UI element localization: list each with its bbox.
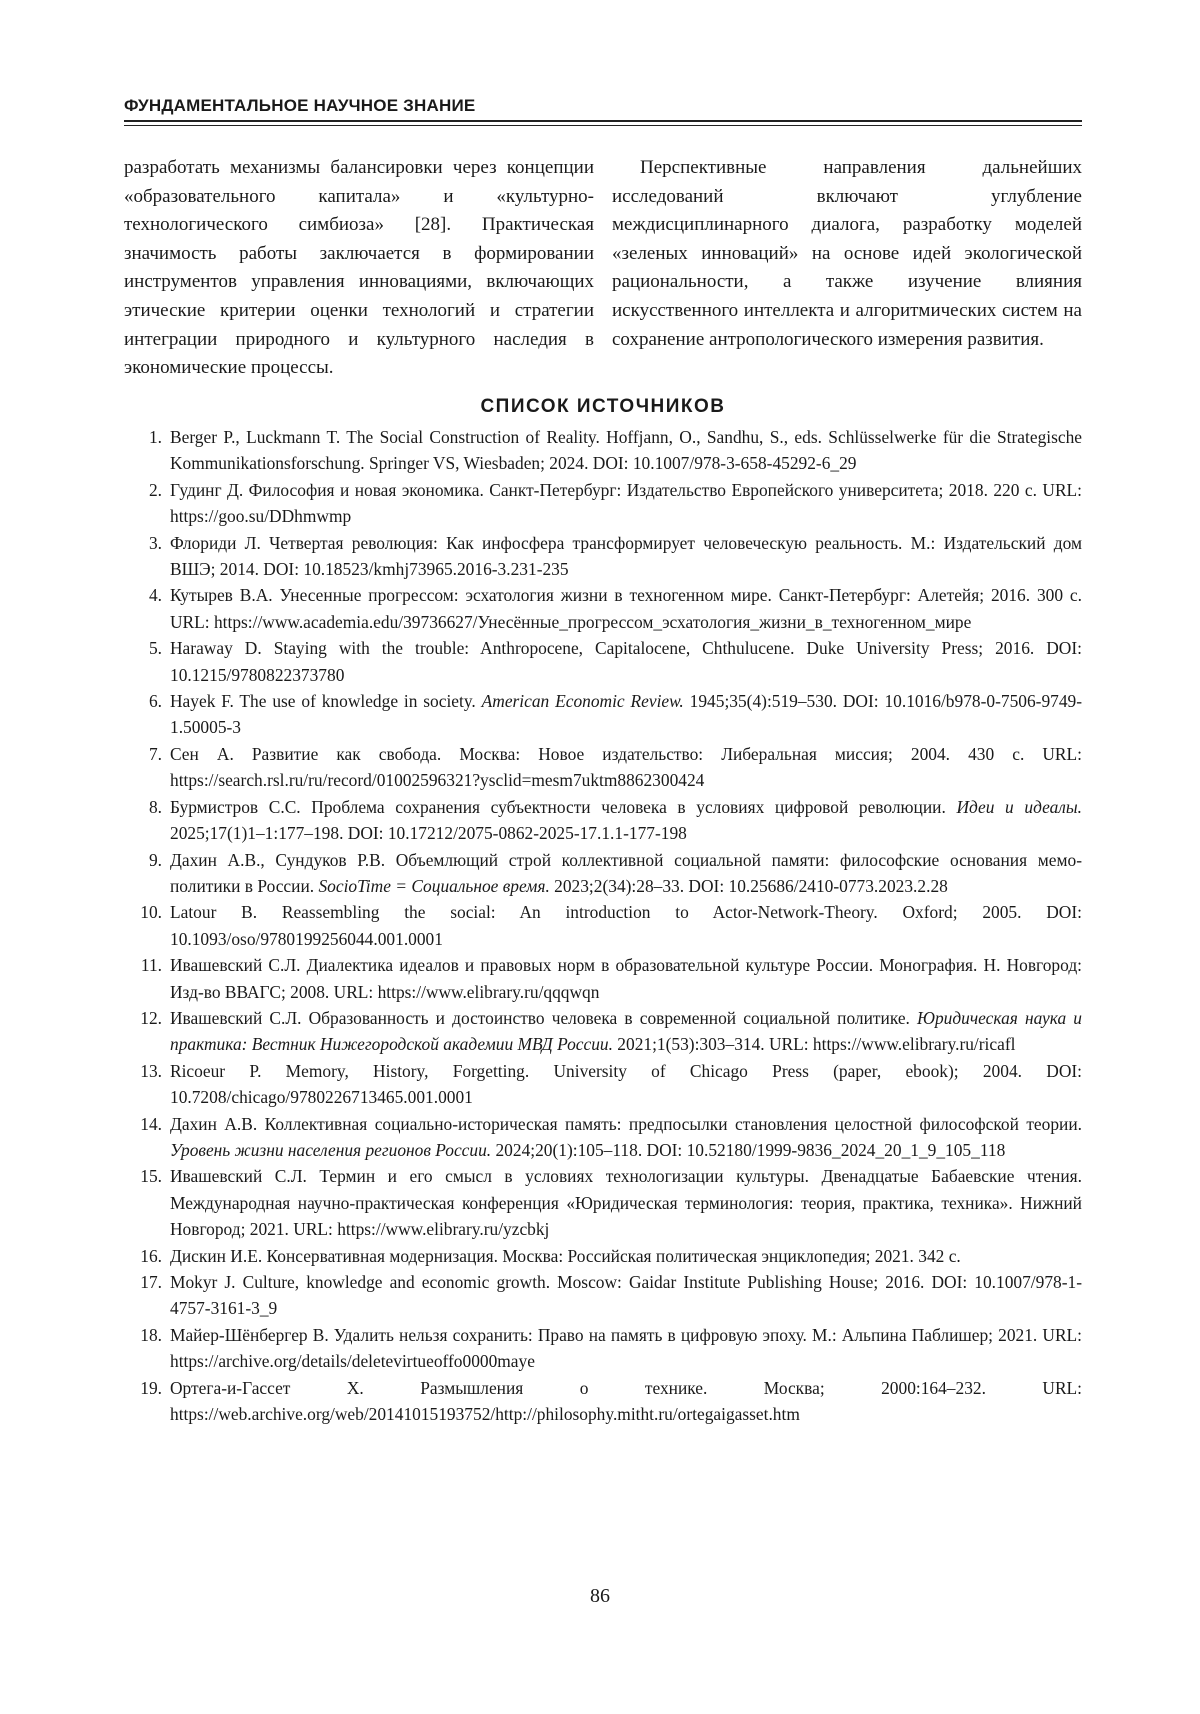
reference-number: 14. xyxy=(140,1113,162,1134)
reference-text xyxy=(170,744,1082,790)
reference-text xyxy=(170,1246,961,1266)
reference-text-main: Latour B. Reassembling the social: An introduction to Actor-Network-Theory. Oxford; 2005. DOI: 10.1093/oso/9780199256044.001.0001 xyxy=(170,902,1082,949)
reference-text xyxy=(170,1061,1082,1107)
reference-number: 11. xyxy=(140,955,162,976)
header-rule-thick xyxy=(124,120,1082,122)
reference-text xyxy=(170,1325,1082,1371)
reference-text xyxy=(170,585,1082,631)
reference-journal: SocioTime = Социальное время. xyxy=(318,875,550,896)
reference-number: 19. xyxy=(140,1377,162,1398)
reference-item xyxy=(124,794,1082,847)
reference-number: 8. xyxy=(148,796,162,817)
reference-text xyxy=(170,1272,1082,1318)
reference-text-main: Berger P., Luckmann T. The Social Construction of Reality. Hoffjann, O., Sandhu, S., eds. Schlüsselwerke für die Strategische Kommunikationsforschung. Springer VS, Wiesbaden; 2024. DOI: 10.1007/978-3-658-45292-6_29 xyxy=(170,427,1082,474)
reference-text-tail: 2023;2(34):28–33. DOI: 10.25686/2410-0773.2023.2.28 xyxy=(549,875,948,896)
reference-text xyxy=(170,850,1082,896)
reference-item xyxy=(124,1005,1082,1058)
references-list xyxy=(124,424,1082,1427)
reference-text-main: Ивашевский С.Л. Образованность и достоинство человека в современной социальной политике. xyxy=(170,1007,918,1028)
reference-number: 15. xyxy=(140,1166,162,1187)
reference-text-main: Hayek F. The use of knowledge in society. xyxy=(170,691,482,712)
page-number: 86 xyxy=(590,1585,610,1607)
reference-text-main: Майер-Шёнбергер В. Удалить нельзя сохранить: Право на память в цифровую эпоху. М.: Альпина Паблишер; 2021. URL: https://archive.org/details/deletevirtueoffo0000maye xyxy=(170,1324,1082,1372)
reference-number: 13. xyxy=(140,1060,162,1081)
reference-text-main: Дахин А.В., Сундуков Р.В. Объемлющий строй коллективной социальной памяти: философские основания мемо-политики в России. xyxy=(170,849,1082,896)
reference-text xyxy=(170,1378,1082,1424)
reference-text xyxy=(170,902,1082,948)
reference-item xyxy=(124,1269,1082,1322)
reference-text xyxy=(170,797,1082,843)
right-column xyxy=(612,154,1082,383)
reference-text-main: Mokyr J. Culture, knowledge and economic growth. Moscow: Gaidar Institute Publishing House; 2016. DOI: 10.1007/978-1-4757-3161-3_9 xyxy=(170,1272,1082,1319)
reference-item xyxy=(124,847,1082,900)
reference-text-main: Ортега-и-Гассет Х. Размышления о технике. Москва; 2000:164–232. URL: https://web.archive.org/web/20141015193752/http://philosophy.mitht.ru/ortegaigasset.htm xyxy=(170,1377,1082,1425)
reference-text xyxy=(170,427,1082,473)
reference-item xyxy=(124,635,1082,688)
reference-item xyxy=(124,688,1082,741)
reference-text xyxy=(170,1166,1082,1239)
reference-text xyxy=(170,1008,1082,1054)
reference-text-tail: 2021;1(53):303–314. URL: https://www.elibrary.ru/ricafl xyxy=(612,1034,1016,1055)
reference-text-main: Дахин А.В. Коллективная социально-историческая память: предпосылки становления целостной философской теории. xyxy=(170,1113,1082,1134)
reference-text-main: Ивашевский С.Л. Диалектика идеалов и правовых норм в образовательной культуре России. Монография. Н. Новгород: Изд-во ВВАГС; 2008. URL: https://www.elibrary.ru/qqqwqn xyxy=(170,955,1082,1002)
reference-text-main: Дискин И.Е. Консервативная модернизация. Москва: Российская политическая энциклопедия; 2021. 342 с. xyxy=(170,1245,961,1266)
running-header: ФУНДАМЕНТАЛЬНОЕ НАУЧНОЕ ЗНАНИЕ xyxy=(124,96,476,115)
reference-text xyxy=(170,533,1082,579)
reference-text xyxy=(170,638,1082,684)
reference-text xyxy=(170,691,1082,737)
reference-item xyxy=(124,1375,1082,1428)
reference-item xyxy=(124,1243,1082,1269)
reference-number: 9. xyxy=(148,849,162,870)
reference-item xyxy=(124,582,1082,635)
reference-number: 17. xyxy=(140,1272,162,1292)
reference-journal: American Economic Review. xyxy=(481,691,684,712)
reference-text-tail: 1945;35(4):519–530. DOI: 10.1016/b978-0-7506-9749-1.50005-3 xyxy=(170,691,1083,738)
references-title: СПИСОК ИСТОЧНИКОВ xyxy=(480,396,726,417)
reference-text-main: Флориди Л. Четвертая революция: Как инфосфера трансформирует человеческую реальность. М.: Издательский дом ВШЭ; 2014. DOI: 10.18523/kmhj73965.2016-3.231-235 xyxy=(170,532,1082,580)
reference-number: 16. xyxy=(140,1245,162,1266)
header-rule-thin xyxy=(124,125,1082,126)
reference-item xyxy=(124,741,1082,794)
reference-journal: Юридическая наука и практика: Вестник Нижегородской академии МВД России. xyxy=(170,1007,1082,1055)
reference-item xyxy=(124,1322,1082,1375)
reference-item xyxy=(124,424,1082,477)
reference-text-main: Кутырев В.А. Унесенные прогрессом: эсхатология жизни в техногенном мире. Санкт-Петербург: Алетейя; 2016. 300 с. URL: https://www.academia.edu/39736627/Унесённые_прогрессом_эсхатология_жизни_в_техногенном_мире xyxy=(170,585,1082,632)
reference-number: 2. xyxy=(148,479,162,500)
reference-number: 1. xyxy=(148,427,162,447)
reference-text-main: Ricoeur P. Memory, History, Forgetting. University of Chicago Press (paper, ebook); 2004. DOI: 10.7208/chicago/9780226713465.001.0001 xyxy=(170,1060,1082,1108)
body-columns xyxy=(124,154,1082,383)
reference-number: 5. xyxy=(148,638,162,659)
reference-text xyxy=(170,955,1082,1001)
reference-item xyxy=(124,530,1082,583)
reference-journal: Уровень жизни населения регионов России. xyxy=(170,1139,492,1160)
right-paragraph: Перспективные направления дальнейших исследований включают углубление междисциплинарного диалога, разработку моделей «зеленых инноваций» на основе идей экологической рациональности, а также изучение влияния искусственного интеллекта и алгоритмических систем на сохранение антропологического измерения развития. xyxy=(612,157,1082,350)
left-column xyxy=(124,154,594,383)
reference-item xyxy=(124,1111,1082,1164)
reference-item xyxy=(124,1163,1082,1242)
reference-text-main: Ивашевский С.Л. Термин и его смысл в условиях технологизации культуры. Двенадцатые Бабаевские чтения. Международная научно-практическая конференция «Юридическая терминология: теория, практика, техника». Нижний Новгород; 2021. URL: https://www.elibrary.ru/yzcbkj xyxy=(170,1166,1082,1240)
reference-item xyxy=(124,1058,1082,1111)
reference-text xyxy=(170,1114,1082,1160)
reference-text-main: Haraway D. Staying with the trouble: Anthropocene, Capitalocene, Chthulucene. Duke University Press; 2016. DOI: 10.1215/9780822373780 xyxy=(170,638,1082,685)
reference-text-tail: 2025;17(1)1–1:177–198. DOI: 10.17212/2075-0862-2025-17.1.1-177-198 xyxy=(170,823,687,844)
reference-number: 3. xyxy=(148,532,162,553)
reference-text xyxy=(170,480,1082,526)
left-paragraph: разработать механизмы балансировки через концепции «образовательного капитала» и «культурно-технологического симбиоза» [28]. Практическая значимость работы заключается в формировании инструментов управления инновациями, включающих этические критерии оценки технологий и стратегии интеграции природного и культурного наследия в экономические процессы. xyxy=(124,157,594,379)
reference-text-tail: 2024;20(1):105–118. DOI: 10.52180/1999-9836_2024_20_1_9_105_118 xyxy=(491,1139,1006,1160)
reference-number: 6. xyxy=(148,691,162,712)
reference-text-main: Гудинг Д. Философия и новая экономика. Санкт-Петербург: Издательство Европейского университета; 2018. 220 с. URL: https://goo.su/DDhmwmp xyxy=(170,479,1082,527)
reference-text-main: Сен А. Развитие как свобода. Москва: Новое издательство: Либеральная миссия; 2004. 430 с. URL: https://search.rsl.ru/ru/record/01002596321?ysclid=mesm7uktm8862300424 xyxy=(170,743,1082,791)
reference-number: 7. xyxy=(148,743,162,764)
reference-number: 18. xyxy=(140,1324,162,1345)
reference-item xyxy=(124,952,1082,1005)
reference-number: 10. xyxy=(140,902,162,923)
reference-number: 4. xyxy=(148,585,162,606)
reference-item xyxy=(124,899,1082,952)
reference-journal: Идеи и идеалы. xyxy=(956,796,1082,817)
reference-item xyxy=(124,477,1082,530)
reference-number: 12. xyxy=(140,1007,162,1028)
reference-text-main: Бурмистров С.С. Проблема сохранения субъектности человека в условиях цифровой революции. xyxy=(170,796,957,817)
